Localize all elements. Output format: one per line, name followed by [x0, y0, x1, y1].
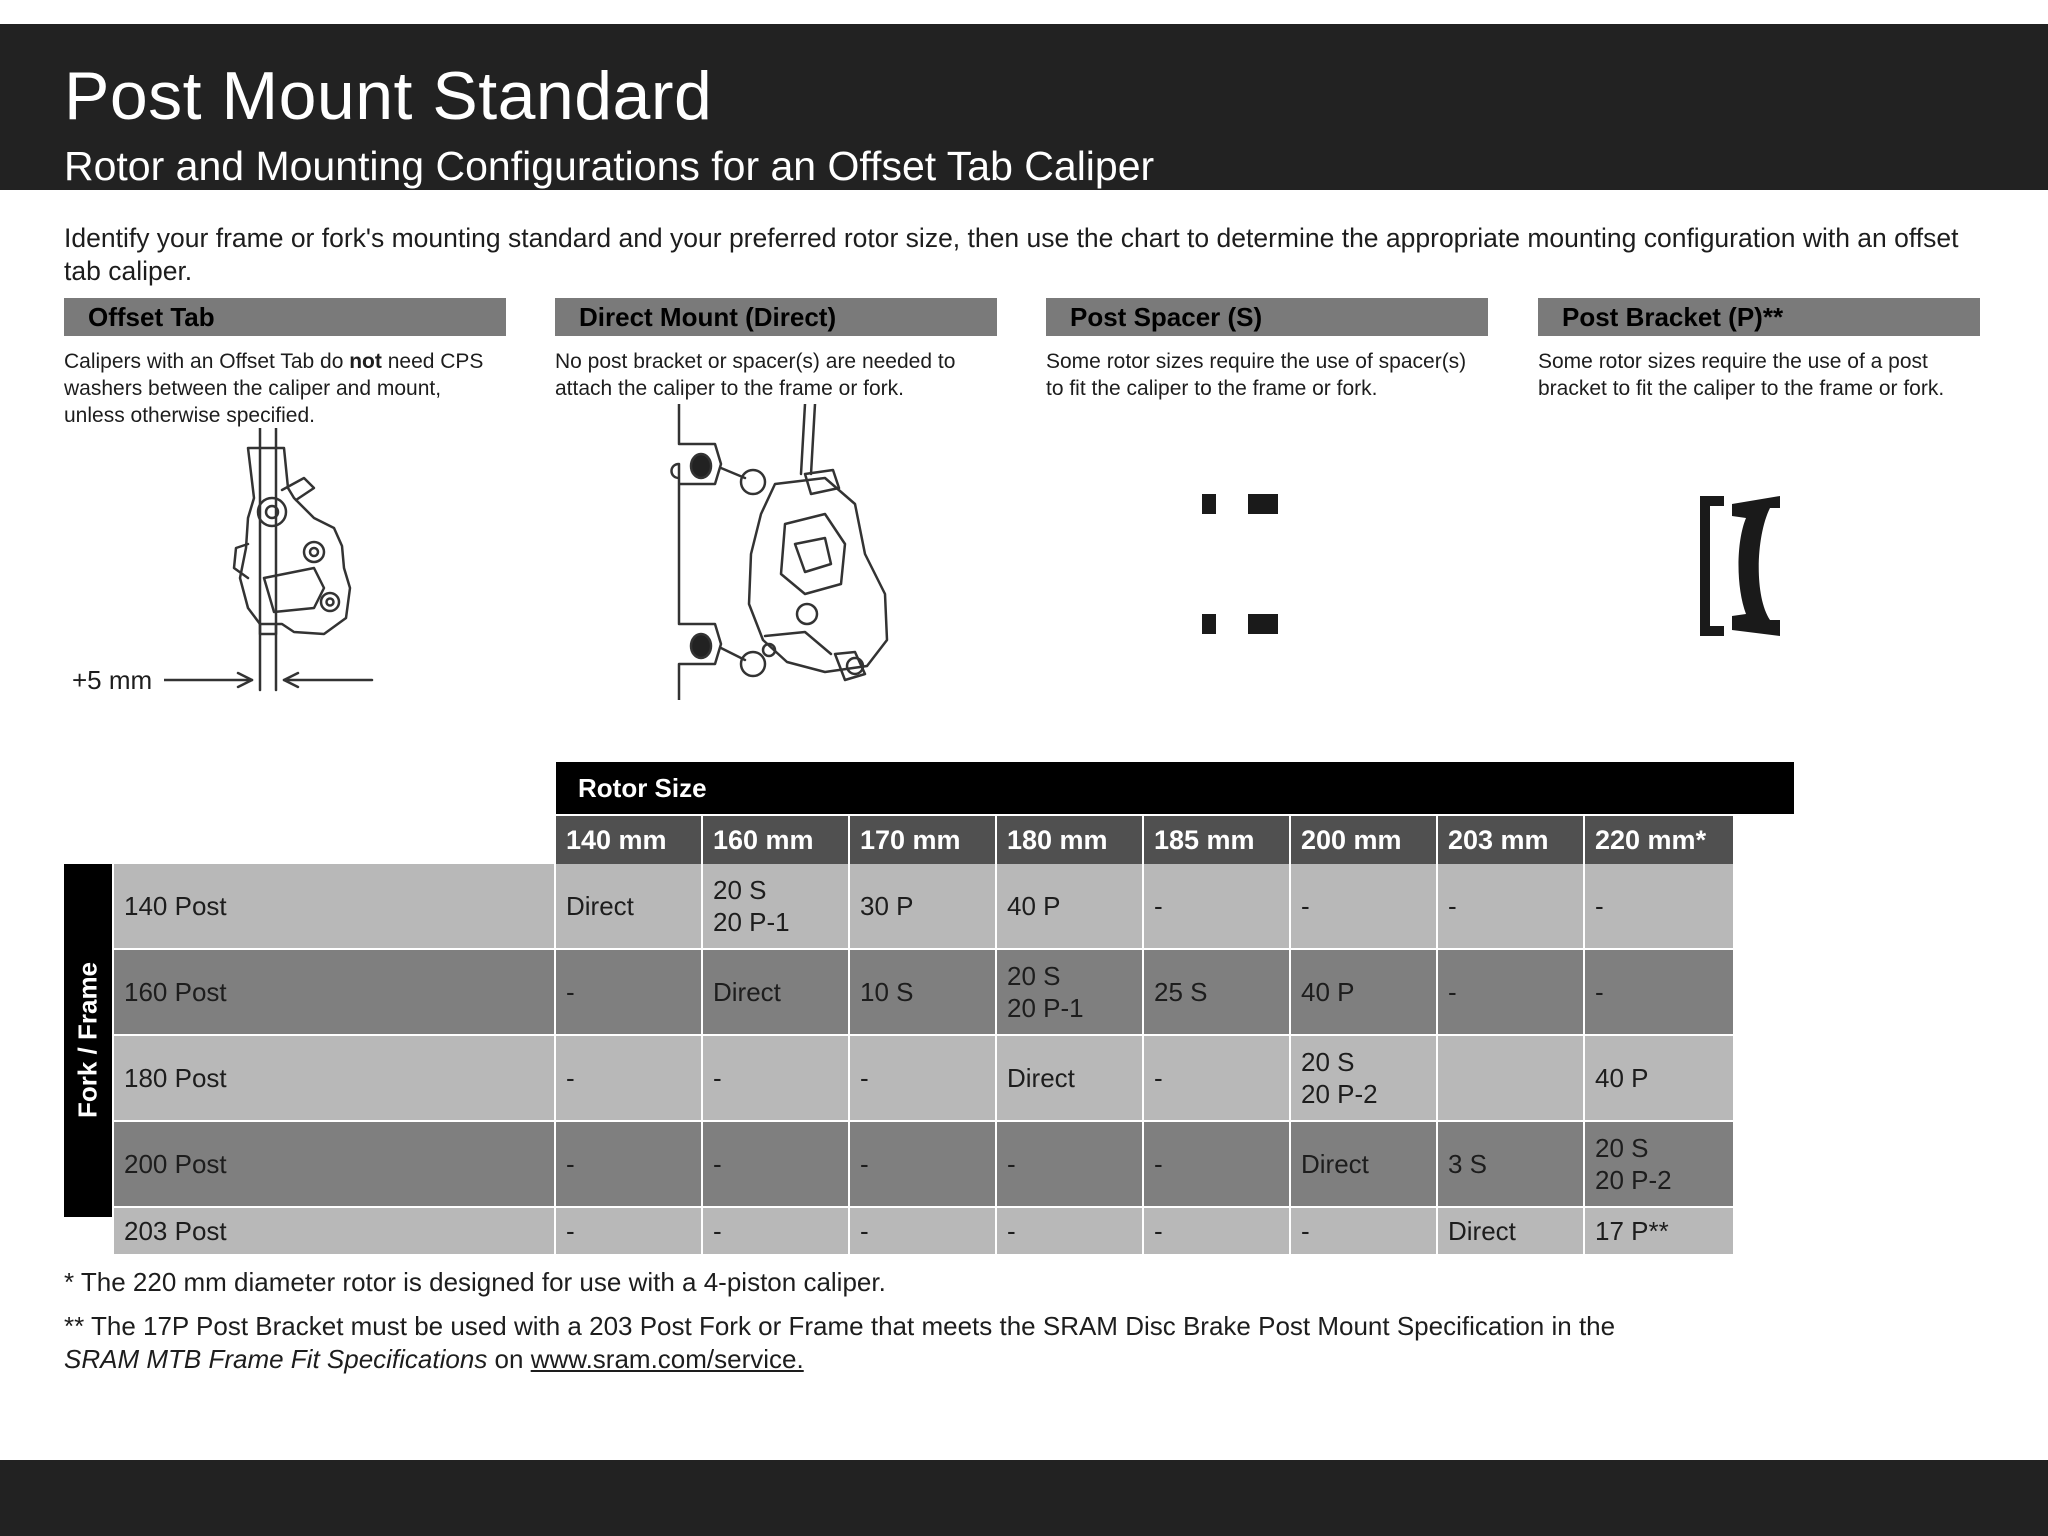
table-cell: Direct	[997, 1036, 1142, 1120]
table-cell	[1438, 1036, 1583, 1120]
row-header-cell: 203 Post	[114, 1208, 554, 1254]
table-cell: -	[556, 950, 701, 1034]
size-header-cell: 220 mm*	[1585, 816, 1733, 864]
fork-frame-label: Fork / Frame	[64, 864, 112, 1217]
table-cell: -	[1438, 864, 1583, 948]
offset-tab-section	[64, 298, 506, 695]
table-cell: -	[1291, 1208, 1436, 1254]
table-cell: 30 P	[850, 864, 995, 948]
page-title: Post Mount Standard	[64, 58, 713, 134]
table-cell: 20 S 20 P-2	[1585, 1122, 1733, 1206]
table-cell: -	[1144, 1036, 1289, 1120]
size-header-cell: 200 mm	[1291, 816, 1436, 864]
footnote-17p: ** The 17P Post Bracket must be used with a 203 Post Fork or Frame that meets the SRAM Disc Brake Post Mount Specification in the SRAM MTB Frame Fit Specifications on www.sram.com/service.	[64, 1311, 1616, 1374]
table-cell: -	[556, 1122, 701, 1206]
table-cell: 20 S 20 P-1	[703, 864, 848, 948]
size-header-cell: 203 mm	[1438, 816, 1583, 864]
table-cell: -	[703, 1208, 848, 1254]
intro-text: Identify your frame or fork's mounting standard and your preferred rotor size, then use the chart to determine the appropriate mounting configuration with an offset tab caliper.	[64, 223, 1959, 286]
post-spacer-section	[1046, 298, 1488, 402]
direct-mount-section	[555, 298, 997, 402]
table-cell: -	[850, 1122, 995, 1206]
post-bracket-section	[1538, 298, 1980, 402]
table-cell: 25 S	[1144, 950, 1289, 1034]
table-row	[114, 864, 1733, 948]
offset-tab-desc: Calipers with an Offset Tab do not need CPS washers between the caliper and mount, unless otherwise specified.	[64, 350, 484, 427]
table-cell: 20 S 20 P-2	[1291, 1036, 1436, 1120]
table-cell: -	[1144, 1208, 1289, 1254]
post-bracket-title: Post Bracket (P)**	[1538, 298, 1980, 336]
table-cell: Direct	[1291, 1122, 1436, 1206]
page-header	[0, 24, 2048, 190]
direct-mount-title: Direct Mount (Direct)	[555, 298, 997, 336]
page-subtitle: Rotor and Mounting Configurations for an Offset Tab Caliper	[64, 143, 1155, 189]
size-header-cell: 140 mm	[556, 816, 701, 864]
table-cell: 17 P**	[1585, 1208, 1733, 1254]
offset-tab-caliper-illustration	[164, 428, 454, 698]
footnote-220mm: * The 220 mm diameter rotor is designed for use with a 4-piston caliper.	[64, 1267, 886, 1297]
table-cell: Direct	[703, 950, 848, 1034]
row-header-cell: 180 Post	[114, 1036, 554, 1120]
table-row	[114, 950, 1733, 1034]
size-header-cell: 180 mm	[997, 816, 1142, 864]
table-body	[114, 864, 1733, 1256]
table-cell: 40 P	[1585, 1036, 1733, 1120]
table-cell: -	[1291, 864, 1436, 948]
table-cell: 40 P	[1291, 950, 1436, 1034]
size-header-cell: 170 mm	[850, 816, 995, 864]
table-cell: Direct	[1438, 1208, 1583, 1254]
table-cell: -	[1585, 950, 1733, 1034]
row-header-cell: 200 Post	[114, 1122, 554, 1206]
sram-service-link[interactable]: www.sram.com/service.	[530, 1344, 804, 1374]
table-cell: -	[1585, 864, 1733, 948]
offset-tab-title: Offset Tab	[64, 298, 506, 336]
rotor-size-header: Rotor Size	[556, 762, 1794, 814]
table-row	[114, 1122, 1733, 1206]
table-row	[114, 1036, 1733, 1120]
row-header-cell: 140 Post	[114, 864, 554, 948]
table-cell: -	[1144, 1122, 1289, 1206]
table-cell: 10 S	[850, 950, 995, 1034]
row-header-cell: 160 Post	[114, 950, 554, 1034]
page-footer	[0, 1460, 2048, 1536]
post-spacer-illustration	[1202, 494, 1292, 640]
table-cell: Direct	[556, 864, 701, 948]
table-cell: -	[1438, 950, 1583, 1034]
table-cell: -	[997, 1122, 1142, 1206]
table-cell: 40 P	[997, 864, 1142, 948]
post-bracket-desc: Some rotor sizes require the use of a post bracket to fit the caliper to the frame or fork.	[1538, 350, 1945, 400]
table-cell: -	[997, 1208, 1142, 1254]
size-header-cell: 160 mm	[703, 816, 848, 864]
direct-mount-caliper-illustration	[655, 404, 945, 700]
table-cell: 3 S	[1438, 1122, 1583, 1206]
table-cell: 20 S 20 P-1	[997, 950, 1142, 1034]
post-spacer-title: Post Spacer (S)	[1046, 298, 1488, 336]
table-cell: -	[556, 1036, 701, 1120]
table-cell: -	[703, 1122, 848, 1206]
post-spacer-desc: Some rotor sizes require the use of spacer(s) to fit the caliper to the frame or fork.	[1046, 350, 1467, 400]
size-header-cell: 185 mm	[1144, 816, 1289, 864]
post-bracket-illustration	[1698, 496, 1788, 638]
table-cell: -	[556, 1208, 701, 1254]
table-cell: -	[1144, 864, 1289, 948]
table-row	[114, 1208, 1733, 1254]
table-cell: -	[850, 1036, 995, 1120]
rotor-size-row	[556, 816, 1733, 864]
table-cell: -	[850, 1208, 995, 1254]
offset-tab-callout: +5 mm	[72, 665, 153, 695]
table-cell: -	[703, 1036, 848, 1120]
direct-mount-desc: No post bracket or spacer(s) are needed to attach the caliper to the frame or fork.	[555, 350, 956, 400]
